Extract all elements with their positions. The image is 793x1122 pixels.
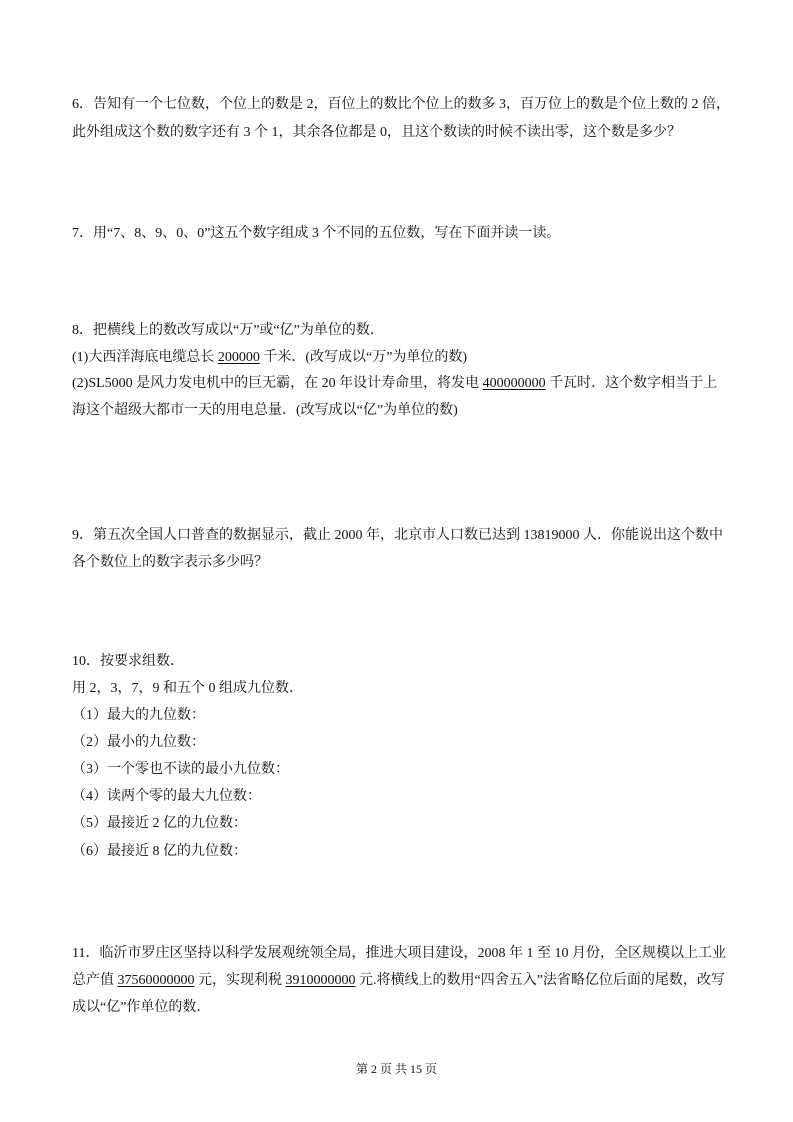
q8-p1-text: (1)大西洋海底电缆总长 (72, 350, 218, 365)
q10-item: （5）最接近 2 亿的九位数： (72, 816, 247, 831)
q6-line-2: 此外组成这个数的数字还有 3 个 1，其余各位都是 0，且这个数读的时候不读出零，这个数是多少？ (72, 125, 681, 140)
q8-part-2 (72, 374, 722, 394)
q8-part-2-line-2: 海这个超级大都市一天的用电总量．(改写成以“亿”为单位的数) (72, 403, 458, 418)
q11-text: 元.将横线上的数用“四舍五入”法省略亿位后面的尾数，改写 (355, 973, 725, 988)
q8-title: 8．把横线上的数改写成以“万”或“亿”为单位的数． (72, 323, 384, 338)
q10-item: （2）最小的九位数： (72, 735, 205, 750)
q10-item: （3）一个零也不读的最小九位数： (72, 762, 289, 777)
q11-line-3: 成以“亿”作单位的数． (72, 1000, 211, 1015)
page-footer: 第 2 页 共 15 页 (355, 1062, 437, 1076)
q10-item: （4）读两个零的最大九位数： (72, 789, 261, 804)
q7-line-1: 7．用“7、8、9、0、0”这五个数字组成 3 个不同的五位数，写在下面并读一读。 (72, 226, 561, 241)
q11-number-output: 37560000000 (117, 973, 195, 988)
q8-p2-text: (2)SL5000 是风力发电机中的巨无霸，在 20 年设计寿命里，将发电 (72, 376, 483, 391)
q8-part-1 (72, 348, 722, 368)
q8-p1-text-after: 千米．(改写成以“万”为单位的数) (259, 350, 468, 365)
q9-line-2: 各个数位上的数字表示多少吗？ (72, 555, 268, 570)
q11-text: 总产值 (72, 973, 118, 988)
q9-line-1: 9．第五次全国人口普查的数据显示，截止 2000 年，北京市人口数已达到 13819000 人．你能说出这个数中 (72, 528, 723, 543)
q11-line-2 (72, 971, 725, 991)
q11-line-1: 11．临沂市罗庄区坚持以科学发展观统领全局，推进大项目建设，2008 年 1 至 10 月份，全区规模以上工业 (72, 946, 726, 961)
q11-number-tax: 3910000000 (285, 973, 356, 988)
q8-p2-text-after: 千瓦时．这个数字相当于上 (545, 376, 718, 391)
q8-p1-number: 200000 (217, 350, 260, 365)
q10-item: （1）最大的九位数： (72, 708, 205, 723)
q8-p2-number: 400000000 (482, 376, 546, 391)
q11-text: 元，实现利税 (194, 973, 286, 988)
q10-title: 10．按要求组数． (72, 654, 184, 669)
q6-line-1: 6．告知有一个七位数，个位上的数是 2，百位上的数比个位上的数多 3，百万位上的数是个位上数的 2 倍， (72, 97, 730, 112)
q10-item: （6）最接近 8 亿的九位数： (72, 844, 247, 859)
q10-intro: 用 2，3，7，9 和五个 0 组成九位数． (72, 681, 303, 696)
